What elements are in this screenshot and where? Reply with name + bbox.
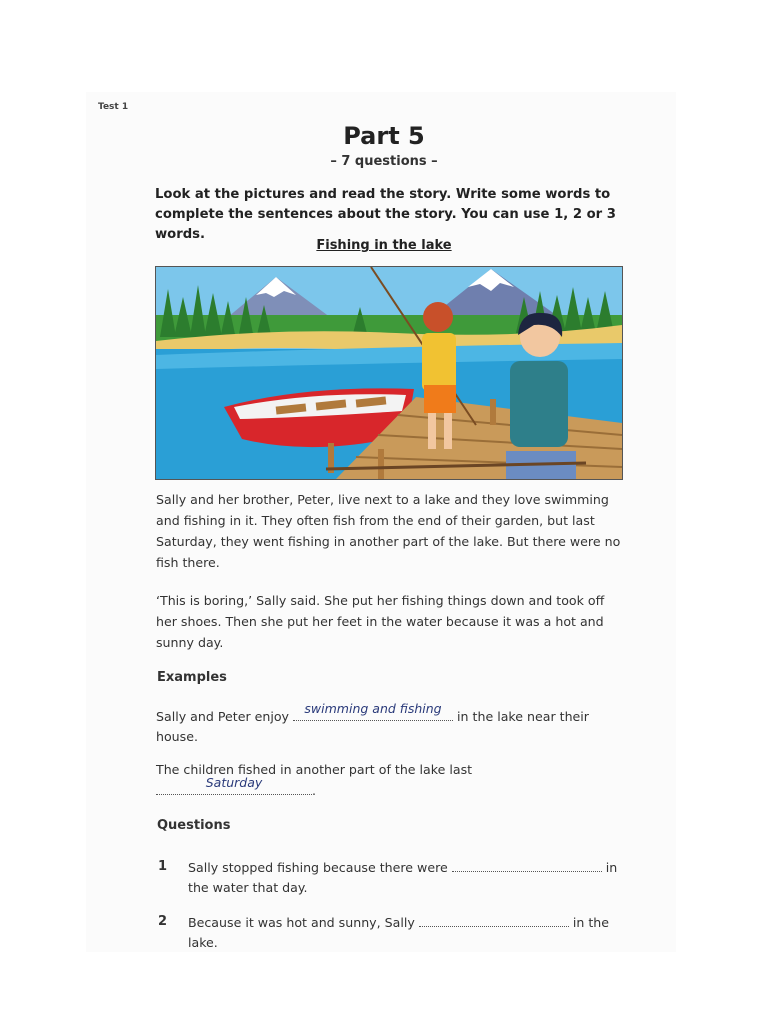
question-2-number: 2 xyxy=(158,914,168,929)
question-2-answer-blank[interactable] xyxy=(419,912,569,927)
lake-scene-picture xyxy=(156,267,622,479)
example-1-answer: swimming and fishing xyxy=(304,701,442,716)
part-title: Part 5 xyxy=(343,122,425,150)
story-illustration xyxy=(155,266,623,480)
question-1-number: 1 xyxy=(158,859,168,874)
test-label: Test 1 xyxy=(98,102,129,112)
example-2-answer: Saturday xyxy=(205,775,263,790)
example-1: Sally and Peter enjoy swimming and fishing in the lake near their house. xyxy=(156,701,589,744)
example-2: The children fished in another part of the lake last Saturday . xyxy=(156,762,473,798)
example-1-answer-blank xyxy=(293,701,453,721)
questions-heading: Questions xyxy=(157,818,231,833)
question-1: Sally stopped fishing because there were in the water that day. xyxy=(188,857,618,898)
example-2-answer-blank xyxy=(156,775,312,795)
story-paragraph-2: ‘This is boring,’ Sally said. She put her fishing things down and took off her shoes. Then she put her feet in the water because it was a hot and sunny day. xyxy=(156,593,605,650)
question-1-answer-blank[interactable] xyxy=(452,857,602,872)
story-paragraph-1: Sally and her brother, Peter, live next to a lake and they love swimming and fishing in it. They often fish from the end of their garden, but last Saturday, they went fishing in another part of the lake. But there were no fish there. xyxy=(156,492,621,570)
story-title: Fishing in the lake xyxy=(316,238,452,253)
question-2: Because it was hot and sunny, Sally in the lake. xyxy=(188,912,618,953)
examples-heading: Examples xyxy=(157,670,227,685)
instructions: Look at the pictures and read the story. Write some words to complete the sentences about the story. You can use 1, 2 or 3 words. xyxy=(155,187,616,242)
part-subtitle: – 7 questions – xyxy=(330,154,438,169)
